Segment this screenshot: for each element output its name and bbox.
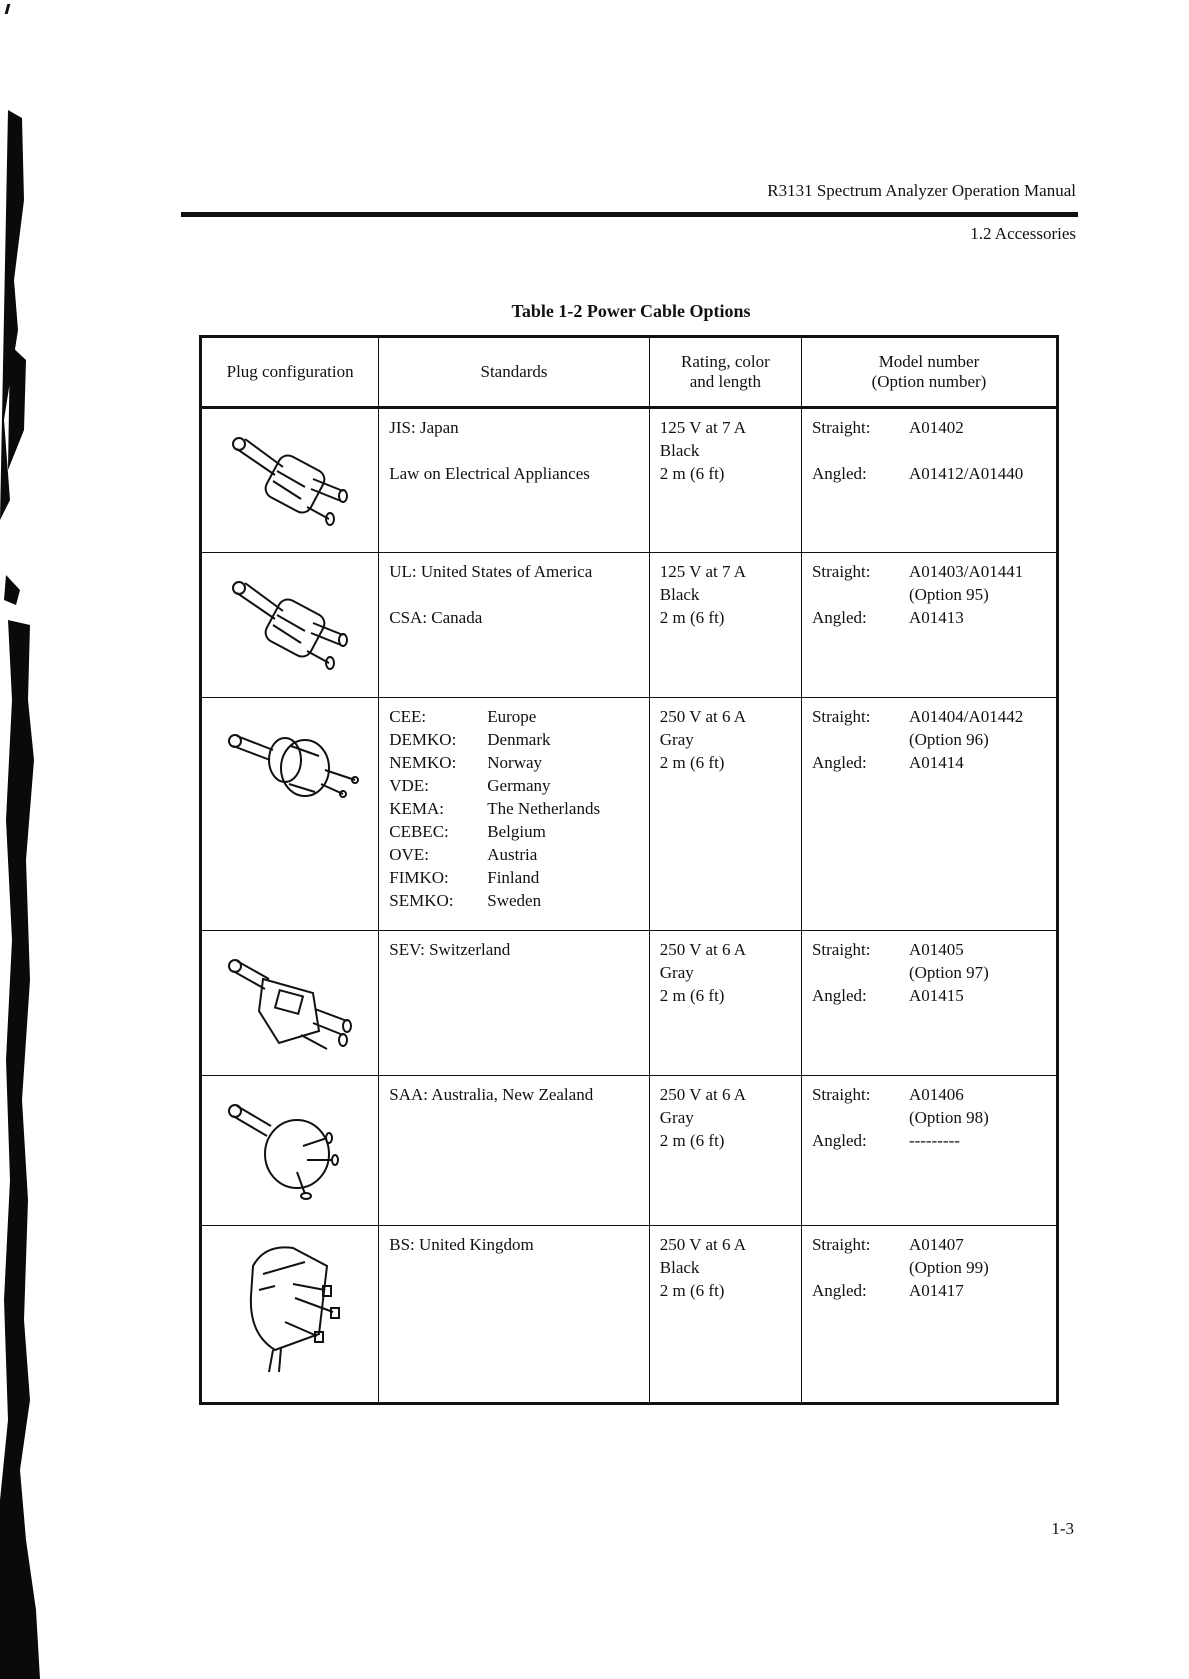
color-text: Gray (659, 963, 694, 982)
rating-cell (649, 698, 801, 931)
plug-cell (201, 931, 379, 1076)
model-row (812, 1129, 1046, 1152)
standard-pair (389, 705, 639, 728)
rating-cell (649, 1076, 801, 1226)
standard-code: FIMKO: (389, 868, 449, 887)
model-row (812, 462, 1046, 485)
model-label: Straight: (811, 1085, 871, 1104)
model-cell (801, 1226, 1057, 1404)
model-row (812, 728, 1046, 751)
standard-country: Finland (487, 868, 540, 887)
model-row (812, 560, 1046, 583)
col-header-line: Plug configuration (226, 362, 354, 381)
standard-text: SEV: Switzerland (389, 940, 511, 959)
table-header-row (201, 337, 1058, 408)
col-header-line: and length (689, 372, 762, 391)
col-header-standards (379, 337, 650, 408)
schuko-plug-icon (215, 698, 365, 828)
model-row (812, 984, 1046, 1007)
model-row (812, 751, 1046, 774)
standard-country: Denmark (487, 730, 551, 749)
col-header-line: (Option number) (871, 372, 987, 391)
model-value: A01402 (908, 418, 964, 437)
model-label: Angled: (811, 1131, 867, 1150)
model-value: A01407 (908, 1235, 964, 1254)
rating-text: 250 V at 6 A (659, 1085, 747, 1104)
model-label: Straight: (811, 1235, 871, 1254)
color-text: Gray (659, 1108, 694, 1127)
standard-pair (389, 728, 639, 751)
col-header-plug (201, 337, 379, 408)
swiss-plug-icon (215, 931, 365, 1061)
model-label: Straight: (811, 707, 871, 726)
standard-code: DEMKO: (389, 730, 457, 749)
standard-country: Belgium (487, 822, 546, 841)
length-text: 2 m (6 ft) (659, 986, 725, 1005)
option-value: (Option 99) (908, 1258, 989, 1277)
model-label: Straight: (811, 940, 871, 959)
model-value: A01413 (908, 608, 964, 627)
table-caption: Table 1-2 Power Cable Options (511, 301, 751, 321)
standard-text: UL: United States of America (389, 562, 593, 581)
table-row (201, 698, 1058, 931)
model-row (812, 1279, 1046, 1302)
table-row (201, 553, 1058, 698)
standards-cell (379, 1226, 650, 1404)
model-row (812, 1106, 1046, 1129)
col-header-line: Rating, color (680, 352, 770, 371)
length-text: 2 m (6 ft) (659, 753, 725, 772)
standard-text: SAA: Australia, New Zealand (389, 1085, 594, 1104)
model-cell (801, 553, 1057, 698)
model-value: --------- (908, 1131, 960, 1150)
plug-cell (201, 698, 379, 931)
plug-cell (201, 408, 379, 553)
standards-cell (379, 698, 650, 931)
manual-title: R3131 Spectrum Analyzer Operation Manual (767, 181, 1076, 200)
spacer (389, 583, 639, 606)
standard-code: VDE: (389, 776, 429, 795)
standard-text: CSA: Canada (389, 608, 483, 627)
length-text: 2 m (6 ft) (659, 1131, 725, 1150)
model-label (812, 728, 909, 751)
standards-cell (379, 1076, 650, 1226)
standard-pair (389, 866, 639, 889)
model-row (812, 606, 1046, 629)
australian-plug-icon (215, 1076, 365, 1206)
model-value: A01417 (908, 1281, 964, 1300)
model-cell (801, 408, 1057, 553)
model-cell (801, 931, 1057, 1076)
model-label (812, 1106, 909, 1129)
model-row (812, 1083, 1046, 1106)
table-row (201, 1226, 1058, 1404)
model-value: A01412/A01440 (908, 464, 1024, 483)
model-cell (801, 1076, 1057, 1226)
length-text: 2 m (6 ft) (659, 1281, 725, 1300)
standard-code: KEMA: (389, 799, 445, 818)
model-row (812, 583, 1046, 606)
option-value: (Option 96) (908, 730, 989, 749)
uk-plug-icon (215, 1226, 365, 1376)
type-b-plug-icon (215, 553, 365, 683)
color-text: Black (659, 1258, 700, 1277)
table-row (201, 1076, 1058, 1226)
rating-text: 250 V at 6 A (659, 707, 747, 726)
standard-country: Europe (487, 707, 537, 726)
model-label: Straight: (811, 418, 871, 437)
rating-text: 250 V at 6 A (659, 940, 747, 959)
header-rule (181, 212, 1078, 217)
standard-pair (389, 843, 639, 866)
rating-cell (649, 553, 801, 698)
standard-code: SEMKO: (389, 891, 454, 910)
model-label (812, 961, 909, 984)
model-label: Angled: (811, 464, 867, 483)
table-row (201, 931, 1058, 1076)
spacer (389, 439, 639, 462)
standard-pair (389, 889, 639, 912)
standard-country: The Netherlands (487, 799, 601, 818)
col-header-line: Model number (878, 352, 980, 371)
col-header-line: Standards (480, 362, 548, 381)
rating-text: 250 V at 6 A (659, 1235, 747, 1254)
rating-cell (649, 408, 801, 553)
standard-text: BS: United Kingdom (389, 1235, 534, 1254)
rating-cell (649, 1226, 801, 1404)
model-value: A01415 (908, 986, 964, 1005)
model-label (812, 583, 909, 606)
standard-text: JIS: Japan (389, 418, 459, 437)
model-row (812, 1233, 1046, 1256)
standard-pair (389, 751, 639, 774)
model-row (812, 439, 1046, 462)
standard-country: Austria (487, 845, 538, 864)
model-row (812, 1256, 1046, 1279)
standard-pair (389, 774, 639, 797)
standard-country: Norway (487, 753, 543, 772)
length-text: 2 m (6 ft) (659, 464, 725, 483)
option-value: (Option 97) (908, 963, 989, 982)
length-text: 2 m (6 ft) (659, 608, 725, 627)
model-cell (801, 698, 1057, 931)
standard-code: NEMKO: (389, 753, 457, 772)
scan-edge-shadow (0, 0, 40, 1679)
rating-text: 125 V at 7 A (659, 562, 747, 581)
model-label (812, 439, 909, 462)
col-header-model (801, 337, 1057, 408)
plug-cell (201, 1076, 379, 1226)
color-text: Gray (659, 730, 694, 749)
type-b-plug-icon (215, 409, 365, 539)
standards-cell (379, 553, 650, 698)
model-row (812, 416, 1046, 439)
standards-cell (379, 931, 650, 1076)
model-row (812, 705, 1046, 728)
model-value: A01406 (908, 1085, 964, 1104)
option-value: (Option 95) (908, 585, 989, 604)
standard-text: Law on Electrical Appliances (389, 464, 590, 483)
plug-cell (201, 553, 379, 698)
standard-pair (389, 820, 639, 843)
model-row (812, 961, 1046, 984)
model-value: A01405 (908, 940, 964, 959)
standard-code: CEBEC: (389, 822, 449, 841)
model-value: A01414 (908, 753, 964, 772)
color-text: Black (659, 585, 700, 604)
model-label: Angled: (811, 1281, 867, 1300)
standard-country: Germany (487, 776, 551, 795)
col-header-rating (649, 337, 801, 408)
model-row (812, 938, 1046, 961)
model-label: Angled: (811, 986, 867, 1005)
plug-cell (201, 1226, 379, 1404)
table-row (201, 408, 1058, 553)
standard-code: OVE: (389, 845, 429, 864)
standard-code: CEE: (389, 707, 427, 726)
model-value: A01403/A01441 (908, 562, 1024, 581)
standard-country: Sweden (487, 891, 542, 910)
model-label (812, 1256, 909, 1279)
model-label: Straight: (811, 562, 871, 581)
rating-cell (649, 931, 801, 1076)
page-number: 1-3 (1051, 1519, 1074, 1538)
model-label: Angled: (811, 608, 867, 627)
section-title: 1.2 Accessories (970, 224, 1076, 243)
rating-text: 125 V at 7 A (659, 418, 747, 437)
option-value: (Option 98) (908, 1108, 989, 1127)
standards-cell (379, 408, 650, 553)
standard-pair (389, 797, 639, 820)
power-cable-table (199, 335, 1059, 1405)
color-text: Black (659, 441, 700, 460)
model-value: A01404/A01442 (908, 707, 1024, 726)
model-label: Angled: (811, 753, 867, 772)
